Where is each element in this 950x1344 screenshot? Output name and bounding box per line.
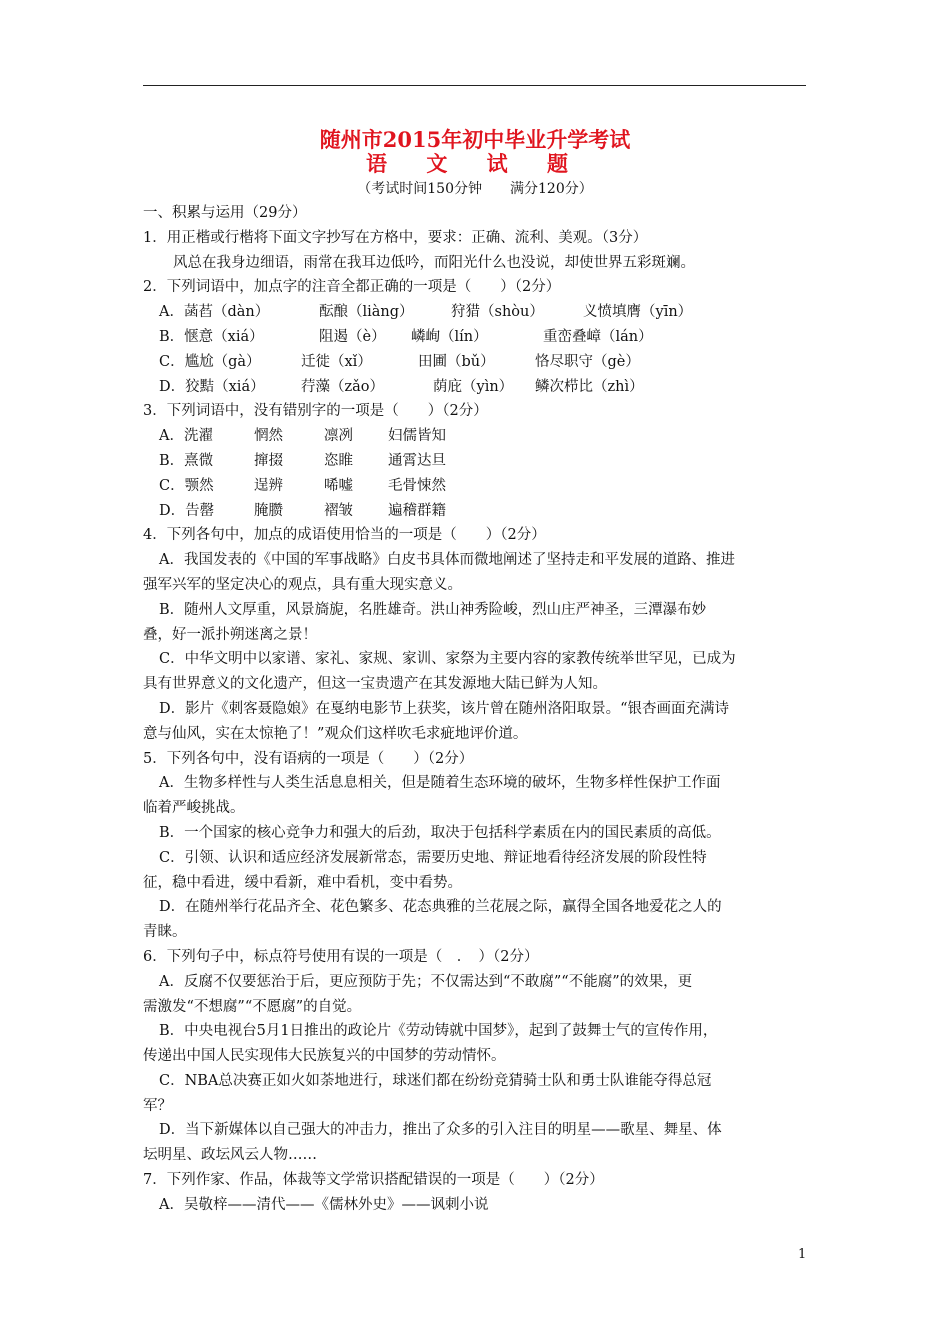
q4-option-d-cont: 意与仙风，实在太惊艳了！”观众们这样吹毛求疵地评价道。 (143, 725, 528, 742)
q3-stem: 3．下列词语中，没有错别字的一项是（ ）（2分） (143, 403, 488, 420)
exam-score: 满分120分） (510, 181, 593, 197)
q4-option-c: C．中华文明中以家谱、家礼、家规、家训、家祭为主要内容的家教传统举世罕见，已成为 (159, 651, 736, 668)
q2-option-b: B．惬意（xiá） 阻遏（è） 嶙峋（lín） 重峦叠嶂（lán） (159, 328, 653, 345)
q1-stem: 1．用正楷或行楷将下面文字抄写在方格中，要求：正确、流利、美观。（3分） (143, 229, 648, 246)
exam-subtitle: 语 文 试 题 (366, 151, 584, 176)
q3-option-d: D．告罄 腌臜 褶皱 遍稽群籍 (159, 502, 446, 519)
q4-option-a: A．我国发表的《中国的军事战略》白皮书具体而微地阐述了坚持走和平发展的道路、推进 (159, 552, 735, 569)
q3-option-b: B．熹微 撺掇 恣睢 通霄达旦 (159, 452, 446, 469)
q5-option-d: D．在随州举行花品齐全、花色繁多、花态典雅的兰花展之际，赢得全国各地爱花之人的 (159, 899, 722, 916)
q5-option-a: A．生物多样性与人类生活息息相关，但是随着生态环境的破坏，生物多样性保护工作面 (159, 775, 721, 792)
header-rule (143, 85, 806, 86)
q5-option-c: C．引领、认识和适应经济发展新常态，需要历史地、辩证地看待经济发展的阶段性特 (159, 849, 707, 866)
q7-stem: 7．下列作家、作品，体裁等文学常识搭配错误的一项是（ ）（2分） (143, 1172, 604, 1189)
q2-stem: 2．下列词语中，加点字的注音全都正确的一项是（ ）（2分） (143, 279, 561, 296)
q6-option-b: B．中央电视台5月1日推出的政论片《劳动铸就中国梦》，起到了鼓舞士气的宣传作用， (159, 1023, 718, 1040)
q4-option-b-cont: 叠，好一派扑朔迷离之景！ (143, 626, 317, 643)
exam-time: （考试时间150分钟 (357, 181, 482, 197)
q4-option-d: D．影片《刺客聂隐娘》在戛纳电影节上获奖，该片曾在随州洛阳取景。“银杏画面充满诗 (159, 700, 730, 717)
section-heading: 一、积累与运用（29分） (143, 205, 307, 221)
q6-option-a: A．反腐不仅要惩治于后，更应预防于先；不仅需达到“不敢腐”“不能腐”的效果，更 (159, 973, 693, 990)
q3-option-c: C．颚然 逞辨 唏嘘 毛骨悚然 (159, 477, 446, 494)
q3-option-a: A．洗濯 惘然 凛冽 妇儒皆知 (159, 428, 446, 445)
q2-option-a: A．菡萏（dàn） 酝酿（liàng） 狩猎（shòu） 义愤填膺（yīn） (159, 304, 693, 321)
exam-meta (0, 178, 950, 198)
q6-option-d: D．当下新媒体以自己强大的冲击力，推出了众多的引入注目的明星——歌星、舞星、体 (159, 1122, 722, 1139)
q6-option-a-cont: 需激发“不想腐”“不愿腐”的自觉。 (143, 998, 362, 1015)
q4-option-b: B．随州人文厚重，风景旖旎，名胜雄奇。洪山神秀险峻，烈山庄严神圣，三潭瀑布妙 (159, 601, 707, 618)
q5-option-b: B．一个国家的核心竞争力和强大的后劲，取决于包括科学素质在内的国民素质的高低。 (159, 824, 721, 841)
q5-stem: 5．下列各句中，没有语病的一项是（ ）（2分） (143, 750, 474, 767)
exam-title: 随州市2015年初中毕业升学考试 (319, 127, 631, 152)
q4-stem: 4．下列各句中，加点的成语使用恰当的一项是（ ）（2分） (143, 527, 546, 544)
q2-option-c: C．尴尬（gà） 迁徙（xǐ） 田圃（bǔ） 恪尽职守（gè） (159, 353, 640, 370)
q6-stem: 6．下列句子中，标点符号使用有误的一项是（ ． ）（2分） (143, 948, 539, 965)
q5-option-a-cont: 临着严峻挑战。 (143, 800, 245, 817)
q6-option-d-cont: 坛明星、政坛风云人物…… (143, 1147, 317, 1164)
q2-option-d: D．狡黠（xiá） 荇藻（zǎo） 荫庇（yìn） 鳞次栉比（zhì） (159, 378, 644, 395)
q7-option-a: A．吴敬梓——清代——《儒林外史》——讽刺小说 (159, 1196, 489, 1213)
q5-option-d-cont: 青睐。 (143, 924, 187, 941)
q6-option-c: C．NBA总决赛正如火如荼地进行，球迷们都在纷纷竞猜骑士队和勇士队谁能夺得总冠 (159, 1072, 712, 1089)
q5-option-c-cont: 征，稳中看进，缓中看新，难中看机，变中看势。 (143, 874, 462, 891)
q4-option-c-cont: 具有世界意义的文化遗产，但这一宝贵遗产在其发源地大陆已鲜为人知。 (143, 676, 607, 693)
q4-option-a-cont: 强军兴军的坚定决心的观点，具有重大现实意义。 (143, 576, 462, 593)
question-body (143, 201, 806, 1218)
page-number: 1 (798, 1247, 807, 1262)
q6-option-c-cont: 军？ (143, 1097, 172, 1114)
q6-option-b-cont: 传递出中国人民实现伟大民族复兴的中国梦的劳动情怀。 (143, 1048, 506, 1065)
q1-text: 风总在我身边细语，雨常在我耳边低吟，而阳光什么也没说，却使世界五彩斑斓。 (173, 254, 695, 271)
